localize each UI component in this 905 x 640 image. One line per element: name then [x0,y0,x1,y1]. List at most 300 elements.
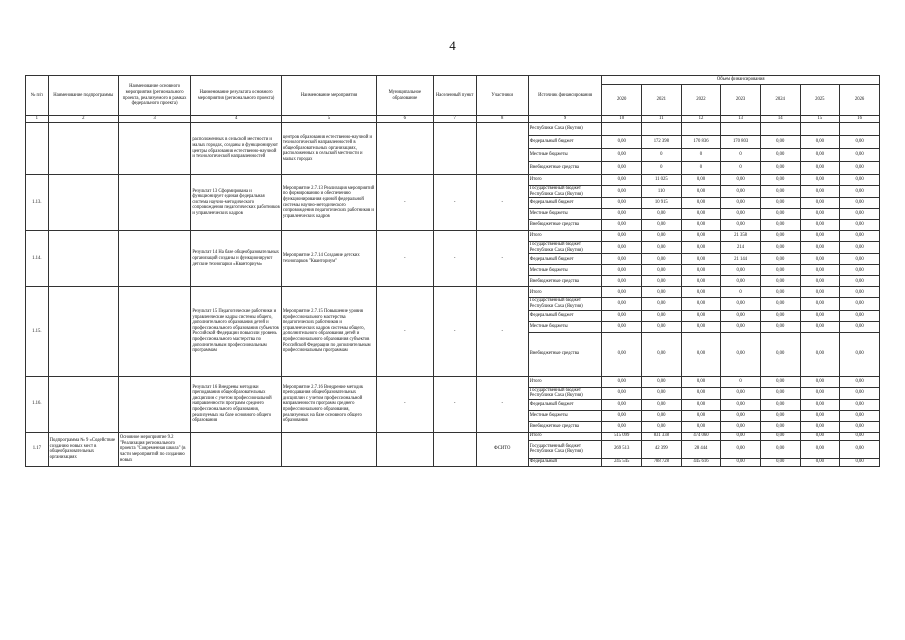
funding-value: 0,00 [602,198,642,209]
funding-value: 0,00 [681,220,721,231]
settlement-cell: - [433,175,476,231]
header-year: 2024 [760,85,800,116]
funding-value: 0,00 [602,387,642,399]
column-number: 10 [602,116,642,123]
funding-value: 0,00 [800,298,840,310]
funding-value: 0,00 [760,387,800,399]
funding-value: 0,00 [681,209,721,220]
funding-value: 0,00 [602,287,642,298]
settlement-cell: - [433,376,476,432]
measure-cell: Мероприятие 2.7.14 Создание детских технопарков "Кванториум" [281,231,376,287]
funding-value [760,123,800,136]
funding-value: 0,00 [840,310,880,321]
funding-value: 0,00 [840,276,880,287]
funding-value: 0,00 [602,231,642,242]
participant-cell: ФСИТО [476,432,528,466]
funding-value: 0,00 [642,376,682,387]
funding-value: 0,00 [602,136,642,149]
funding-value: 0,00 [642,254,682,265]
funding-value: 831 338 [642,432,682,440]
funding-value: 0,00 [602,175,642,186]
column-number: 9 [528,116,602,123]
funding-value: 0,00 [602,310,642,321]
row-index: 1.16. [26,376,49,432]
funding-value: 269 513 [602,440,642,458]
funding-value: 0,00 [721,410,761,421]
column-number: 16 [840,116,880,123]
funding-value: 0,00 [642,298,682,310]
funding-value: 0,00 [840,410,880,421]
funding-source: Государственный бюджет Республики Саха (Якутия) [528,242,602,254]
funding-value: 0,00 [681,242,721,254]
funding-value: 0,00 [840,198,880,209]
result-cell [191,432,282,466]
municipality-cell [377,123,434,175]
row-index: 1.14. [26,231,49,287]
funding-source: Государственный бюджет Республики Саха (Якутия) [528,387,602,399]
participant-cell: - [476,175,528,231]
funding-source: Внебюджетные средства [528,332,602,376]
column-number: 6 [377,116,434,123]
row-index [26,123,49,175]
financing-table [25,75,880,467]
funding-value: 172 398 [642,136,682,149]
funding-value: 0,00 [681,298,721,310]
result-cell: Результат 16 Внедрены методики преподавания общеобразовательных дисциплин с учетом профессиональной направленности программ среднего профессионального образования, реализуемых на базе основного общего образования [191,376,282,432]
header-year: 2026 [840,85,880,116]
funding-value: 0,00 [760,265,800,276]
funding-value: 0,00 [760,254,800,265]
funding-value: 0,00 [721,440,761,458]
subprogram-cell [48,376,118,432]
funding-value: 0,00 [602,276,642,287]
funding-value: 0,00 [760,399,800,410]
subprogram-cell [48,123,118,175]
funding-value: 0,00 [760,209,800,220]
funding-source: Федеральный бюджет [528,399,602,410]
funding-value: 0,00 [721,432,761,440]
funding-value: 0,00 [721,321,761,332]
column-number: 12 [681,116,721,123]
funding-value: 0,00 [602,399,642,410]
table-row [26,376,880,387]
funding-value: 0,00 [642,276,682,287]
funding-value: 445 616 [681,458,721,466]
funding-value: 0,00 [681,254,721,265]
funding-source: Местные бюджеты [528,209,602,220]
table-row [26,287,880,298]
funding-value: 28 444 [681,440,721,458]
funding-source: Федеральный [528,458,602,466]
funding-source: Государственный бюджет Республики Саха (Якутия) [528,298,602,310]
funding-value: 0,00 [800,198,840,209]
funding-value: 0,00 [642,209,682,220]
funding-value: 11 025 [642,175,682,186]
settlement-cell [433,123,476,175]
funding-value: 0,00 [602,421,642,432]
funding-value: 0 [681,162,721,175]
funding-source: Федеральный бюджет [528,310,602,321]
funding-value: 0,00 [840,440,880,458]
funding-value [642,123,682,136]
funding-value: 10 915 [642,198,682,209]
funding-value: 0,00 [721,421,761,432]
funding-value: 0,00 [840,220,880,231]
result-cell: Результат 13 Сформирована и функционирует единая федеральная система научно-методического сопровождения педагогических работников и управленческих кадров [191,175,282,231]
measure-cell: Мероприятие 2.7.13 Реализация мероприятий по формированию и обеспечению функционирования единой федеральной системы научно-методического сопровождения педагогических работников и управленческих кадров [281,175,376,231]
funding-value: 0,00 [800,287,840,298]
funding-value: 0,00 [800,265,840,276]
funding-value: 0,00 [681,198,721,209]
funding-value: 0,00 [721,175,761,186]
column-number: 8 [476,116,528,123]
funding-value: 0,00 [840,209,880,220]
funding-value: 0,00 [642,231,682,242]
settlement-cell: - [433,287,476,376]
funding-source: Итого [528,231,602,242]
funding-value: 0,00 [760,276,800,287]
funding-value: 0,00 [760,231,800,242]
funding-value: 0,00 [840,231,880,242]
header-year: 2025 [800,85,840,116]
funding-value: 0,00 [721,458,761,466]
funding-value: 0,00 [840,298,880,310]
funding-value: 788 728 [642,458,682,466]
header-result: Наименование результата основного мероприятия (регионального проекта) [191,76,282,116]
funding-value: 0,00 [642,321,682,332]
funding-value: 0,00 [602,242,642,254]
header-measure: Наименование мероприятия [281,76,376,116]
funding-source: Федеральный бюджет [528,198,602,209]
funding-value: 0,00 [602,376,642,387]
funding-value: 0,00 [800,421,840,432]
main-measure-cell [118,376,190,432]
funding-value: 0,00 [721,298,761,310]
header-volume: Объем финансирования [602,76,880,85]
header-year: 2022 [681,85,721,116]
column-number: 1 [26,116,49,123]
measure-cell [281,432,376,466]
funding-source: Внебюджетные средства [528,220,602,231]
main-measure-cell [118,175,190,231]
funding-value: 0,00 [602,265,642,276]
measure-cell: центров образования естественно-научной и технологической направленностей в общеобразовательных организациях, расположенных в сельской местности и малых городах [281,123,376,175]
funding-value: 0,00 [800,254,840,265]
header-source: Источник финансирования [528,76,602,116]
funding-source: Итого [528,376,602,387]
funding-value: 110 [642,186,682,198]
funding-value: 0,00 [681,276,721,287]
funding-value: 0,00 [840,242,880,254]
funding-value: 0,00 [760,376,800,387]
row-index: 1.13. [26,175,49,231]
funding-value: 0,00 [760,220,800,231]
funding-value: 0,00 [760,136,800,149]
result-cell: Результат 15 Педагогические работники и управленческие кадры системы общего, дополнительного образования детей и профессионального образования субъектов Российской Федерации повысили уровень профессионального мастерства по дополнительным профессиональным программам [191,287,282,376]
funding-value: 0,00 [800,162,840,175]
funding-value: 0,00 [602,149,642,162]
funding-value: 0,00 [840,458,880,466]
funding-value: 0,00 [602,332,642,376]
funding-value: 0,00 [760,242,800,254]
column-number: 2 [48,116,118,123]
header-settlement: Населенный пункт [433,76,476,116]
subprogram-cell [48,287,118,376]
funding-value [840,123,880,136]
funding-source: Итого [528,432,602,440]
funding-value: 0,00 [721,198,761,209]
column-number: 7 [433,116,476,123]
funding-value: 0,00 [800,310,840,321]
funding-value: 0,00 [800,321,840,332]
funding-value: 0,00 [840,321,880,332]
funding-value: 0 [721,162,761,175]
funding-value: 0,00 [800,276,840,287]
funding-value: 0,00 [642,399,682,410]
funding-source: Федеральный бюджет [528,136,602,149]
funding-value: 0,00 [760,175,800,186]
funding-value: 0,00 [721,220,761,231]
header-year: 2021 [642,85,682,116]
funding-value: 0,00 [760,310,800,321]
funding-value: 0,00 [602,220,642,231]
funding-source: Местные бюджеты [528,265,602,276]
funding-value: 0,00 [681,265,721,276]
funding-value: 0,00 [840,186,880,198]
main-measure-cell [118,231,190,287]
funding-source: Республики Саха (Якутия) [528,123,602,136]
funding-value: 0,00 [642,220,682,231]
funding-value: 0,00 [800,387,840,399]
funding-value: 0,00 [681,287,721,298]
funding-value: 0,00 [760,298,800,310]
funding-value: 0,00 [681,186,721,198]
header-no: № п/п [26,76,49,116]
funding-value [721,123,761,136]
funding-value: 0,00 [840,149,880,162]
funding-value: 0,00 [760,332,800,376]
funding-source: Федеральный бюджет [528,254,602,265]
funding-value: 0,00 [642,242,682,254]
funding-source: Внебюджетные средства [528,162,602,175]
funding-source: Внебюджетные средства [528,276,602,287]
funding-value: 0,00 [800,186,840,198]
funding-value: 0,00 [760,186,800,198]
funding-value: 0,00 [840,432,880,440]
funding-value: 0,00 [760,287,800,298]
funding-source: Местные бюджеты [528,321,602,332]
funding-value: 0,00 [642,387,682,399]
table-row [26,175,880,186]
funding-value: 0,00 [840,421,880,432]
settlement-cell [433,432,476,466]
funding-value: 0,00 [800,149,840,162]
participant-cell: - [476,231,528,287]
funding-value: 0,00 [760,458,800,466]
funding-value: 0,00 [840,175,880,186]
funding-value: 0,00 [840,376,880,387]
funding-value: 0,00 [840,162,880,175]
funding-value: 0,00 [760,432,800,440]
funding-value: 0,00 [602,321,642,332]
main-measure-cell [118,287,190,376]
funding-value: 0,00 [602,162,642,175]
settlement-cell: - [433,231,476,287]
funding-value: 42 399 [642,440,682,458]
funding-value: 0,00 [681,321,721,332]
funding-value: 214 [721,242,761,254]
funding-source: Итого [528,287,602,298]
funding-value: 0,00 [602,186,642,198]
funding-value: 0 [642,162,682,175]
funding-value [602,123,642,136]
funding-value: 0,00 [800,440,840,458]
funding-value: 0,00 [642,287,682,298]
table-row [26,231,880,242]
funding-value: 0 [721,287,761,298]
participant-cell [476,123,528,175]
funding-value: 0,00 [721,399,761,410]
header-year: 2020 [602,85,642,116]
funding-source: Внебюджетные средства [528,421,602,432]
municipality-cell: - [377,175,434,231]
funding-value: 0,00 [800,231,840,242]
subprogram-cell: Подпрограмма № 9 «Содействие созданию новых мест в общеобразовательных организациях [48,432,118,466]
subprogram-cell [48,175,118,231]
funding-value: 0,00 [681,231,721,242]
measure-cell: Мероприятие 2.7.16 Внедрение методик преподавания общеобразовательных дисциплин с учетом профессиональной направленности программ среднего профессионального образования, реализуемых на базе основного общего образования [281,376,376,432]
funding-value: 0,00 [840,136,880,149]
funding-value: 0,00 [840,254,880,265]
funding-value: 170 803 [721,136,761,149]
funding-value: 0,00 [800,458,840,466]
funding-value: 0,00 [760,198,800,209]
funding-value: 0,00 [642,421,682,432]
funding-value: 0,00 [840,265,880,276]
header-municipality: Муниципальное образование [377,76,434,116]
funding-value: 0,00 [721,209,761,220]
funding-value [800,123,840,136]
participant-cell: - [476,287,528,376]
funding-value: 0,00 [800,399,840,410]
funding-value: 0,00 [642,265,682,276]
funding-value: 0,00 [642,410,682,421]
funding-value: 474 060 [681,432,721,440]
funding-value: 0,00 [800,209,840,220]
funding-value: 0,00 [642,332,682,376]
funding-value: 0,00 [800,242,840,254]
funding-value: 0,00 [840,387,880,399]
funding-value: 21 358 [721,231,761,242]
main-measure-cell: Основное мероприятие 9.2 "Реализация регионального проекта "Современная школа" (в части мероприятий по созданию новых [118,432,190,466]
funding-source: Государственный бюджет Республики Саха (Якутия) [528,186,602,198]
column-number: 5 [281,116,376,123]
funding-value: 0,00 [800,410,840,421]
funding-value: 0,00 [681,387,721,399]
funding-value: 0,00 [840,287,880,298]
header-subprogram: Наименование подпрограммы [48,76,118,116]
header-participant: Участники [476,76,528,116]
subprogram-cell [48,231,118,287]
funding-value: 0,00 [602,410,642,421]
column-number: 4 [191,116,282,123]
funding-value: 0,00 [681,310,721,321]
column-number: 3 [118,116,190,123]
funding-value: 0,00 [760,149,800,162]
funding-value: 170 836 [681,136,721,149]
funding-source: Государственный бюджет Республики Саха (Якутия) [528,440,602,458]
funding-value: 0,00 [800,332,840,376]
funding-value: 0,00 [800,376,840,387]
column-number: 11 [642,116,682,123]
municipality-cell: - [377,376,434,432]
funding-value: 0,00 [721,387,761,399]
funding-value: 21 144 [721,254,761,265]
funding-value: 0,00 [721,332,761,376]
participant-cell: - [476,376,528,432]
funding-source: Местные бюджеты [528,410,602,421]
main-measure-cell [118,123,190,175]
funding-value: 0,00 [760,421,800,432]
table-row [26,432,880,440]
funding-value: 0,00 [800,136,840,149]
funding-value: 0,00 [800,220,840,231]
row-index: 1.15. [26,287,49,376]
funding-value: 0,00 [642,310,682,321]
header-main-measure: Наименование основного мероприятия (регионального проекта, реализуемого в рамках федерального проекта) [118,76,190,116]
table-row [26,123,880,136]
funding-value: 0,00 [760,410,800,421]
funding-value: 0,00 [602,298,642,310]
funding-value: 0,00 [760,440,800,458]
result-cell: Результат 14 На базе общеобразовательных организаций созданы и функционируют детские технопарки «Кванториум» [191,231,282,287]
municipality-cell: - [377,231,434,287]
funding-source: Местные бюджеты [528,149,602,162]
header-year: 2023 [721,85,761,116]
funding-source: Итого [528,175,602,186]
page-number: 4 [449,38,456,53]
funding-value: 0,00 [681,421,721,432]
funding-value: 0,00 [681,376,721,387]
funding-value: 0,00 [721,265,761,276]
funding-value: 0 [721,149,761,162]
funding-value: 245 545 [602,458,642,466]
funding-value: 0 [642,149,682,162]
funding-value: 0,00 [760,162,800,175]
row-index: 1.17 [26,432,49,466]
funding-value: 0,00 [602,254,642,265]
funding-value: 0,00 [602,209,642,220]
funding-value: 0,00 [840,399,880,410]
funding-value: 0,00 [681,175,721,186]
funding-value: 0,00 [760,321,800,332]
funding-value: 0 [681,149,721,162]
funding-value: 0,00 [681,410,721,421]
municipality-cell [377,432,434,466]
funding-value: 0,00 [800,432,840,440]
funding-value: 515 099 [602,432,642,440]
funding-value [681,123,721,136]
column-number: 14 [760,116,800,123]
funding-value: 0,00 [800,175,840,186]
municipality-cell: - [377,287,434,376]
funding-value: 0,00 [840,332,880,376]
column-number: 13 [721,116,761,123]
funding-value: 0,00 [721,186,761,198]
funding-value: 0,00 [681,399,721,410]
measure-cell: Мероприятие 2.7.15 Повышение уровня профессионального мастерства педагогических работников и управленческих кадров системы общего, дополнительного образования детей и профессионального образования субъектов Российской Федерации по дополнительным профессиональным программам [281,287,376,376]
funding-value: 0,00 [721,276,761,287]
